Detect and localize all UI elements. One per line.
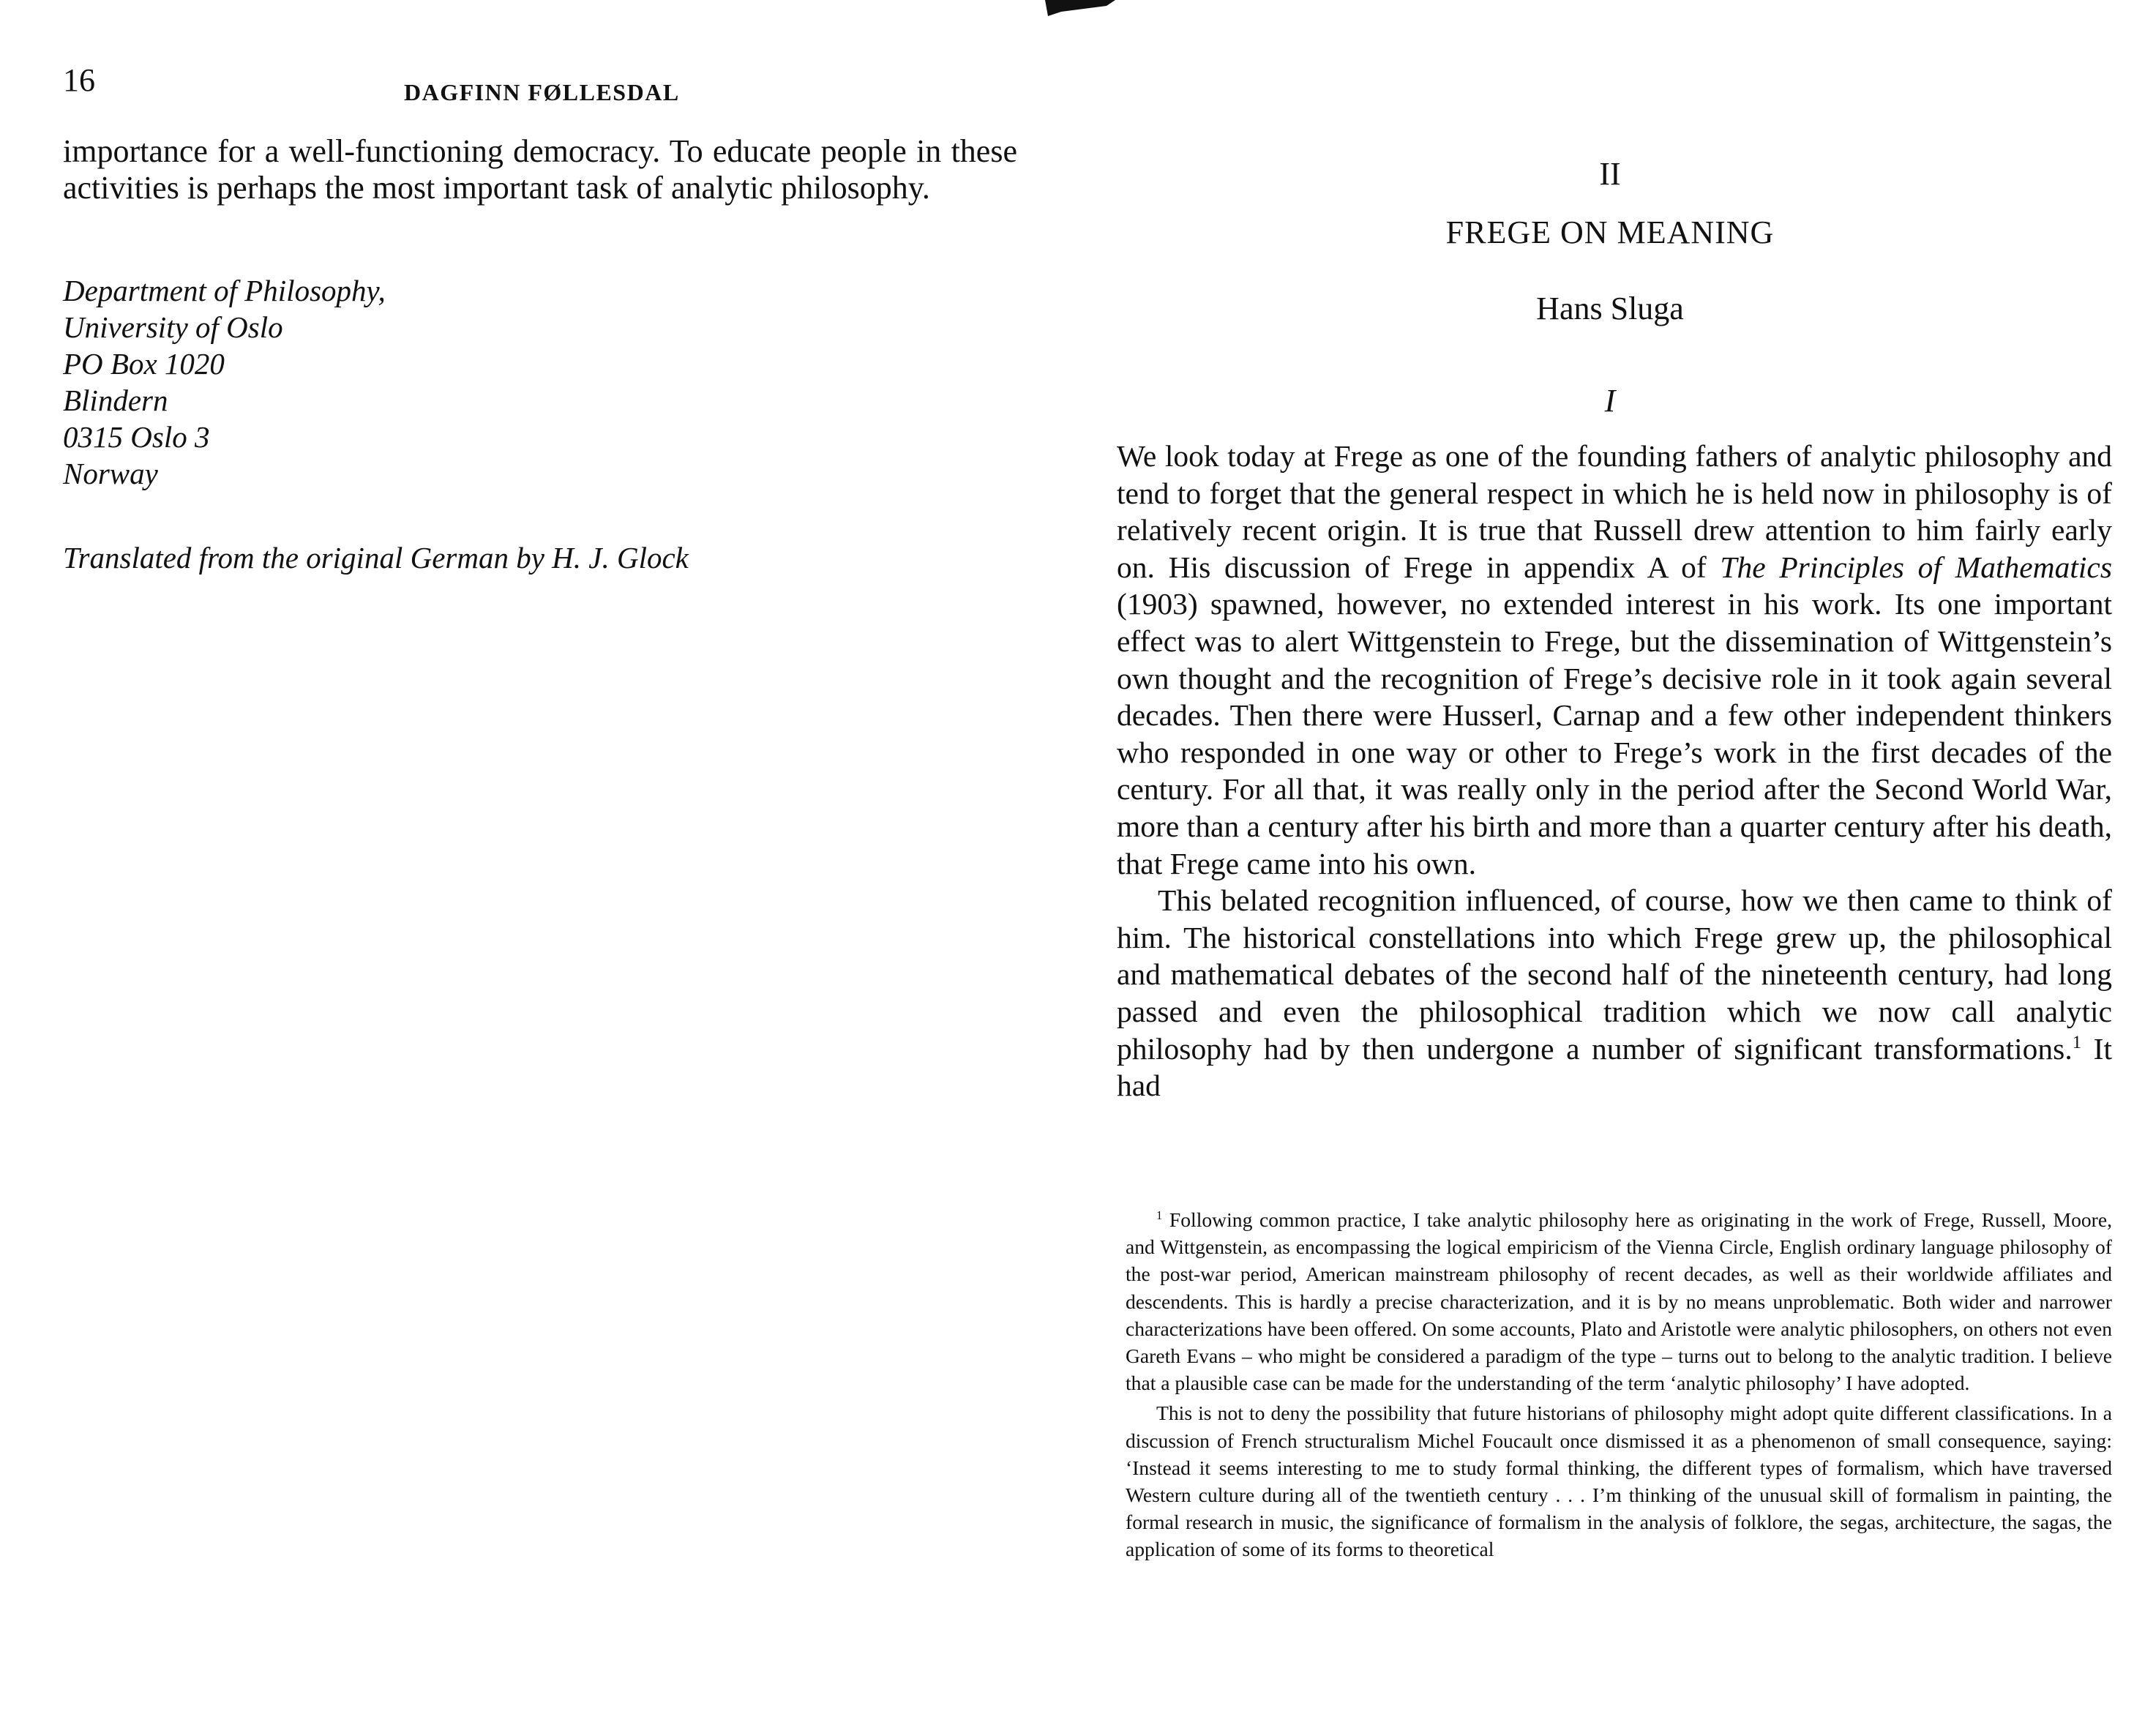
affiliation-country: Norway <box>63 457 158 490</box>
affiliation-university: University of Oslo <box>63 310 283 344</box>
footnotes <box>1126 1206 2112 1563</box>
running-head: DAGFINN FØLLESDAL <box>404 79 680 105</box>
affiliation-district: Blindern <box>63 384 168 417</box>
footnote-marker: 1 <box>1156 1208 1163 1222</box>
section-marker: I <box>1604 383 1616 419</box>
footnote-1: $^1$ Following common practice, I take analytic philosophy here as originating in the work of Frege, Russell, Moore, and Wittgenstein, as encompassing the logical empiricism of the Vienna Circle, English ordinary language philosophy of the post-war period, American mainstream philosophy of recent decades, as well as their worldwide affiliates and descendents. This is hardly a precise characterization, and it is by no means unproblematic. Both wider and narrower characterizations have been offered. On some accounts, Plato and Aristotle were analytic philosophers, on others not even Gareth Evans – who might be considered a paradigm of the type – turns out to belong to the analytic tradition. I believe that a plausible case can be made for the understanding of the term ‘analytic philosophy’ I have adopted. <box>1126 1208 2112 1395</box>
left-page <box>0 0 1054 1736</box>
footnote-1-continued: This is not to deny the possibility that future historians of philosophy might adopt quite different classifications. In a discussion of French structuralism Michel Foucault once dismissed it as a phenomenon of small consequence, saying: ‘Instead it seems interesting to me to study formal thinking, the different types of formalism, which have traversed Western culture during all of the twentieth century . . . I’m thinking of the unusual skill of formalism in painting, the formal research in music, the significance of formalism in the analysis of folklore, the segas, architecture, the sagas, the application of some of its forms to theoretical <box>1126 1402 2112 1561</box>
body-paragraph-2: This belated recognition influenced, of course, how we then came to think of him. The historical constellations into which Frege grew up, the philosophical and mathematical debates of the second half of the nineteenth century, had long passed and even the philosophical tradition which we now call analytic philosophy had by then undergone a number of significant transformations.$^1$ It had <box>1117 883 2112 1103</box>
translator-note: Translated from the original German by H. J. Glock <box>63 541 689 575</box>
chapter-title: FREGE ON MEANING <box>1445 214 1775 250</box>
affiliation-po-box: PO Box 1020 <box>63 347 225 381</box>
book-title: The Principles of Mathematics <box>1720 550 2112 584</box>
affiliation-city: 0315 Oslo 3 <box>63 420 210 454</box>
affiliation-department: Department of Philosophy, <box>63 274 386 307</box>
closing-paragraph: importance for a well-functioning democracy. To educate people in these activities is perhaps the most important task of analytic philosophy. <box>63 133 1017 206</box>
page-number: 16 <box>63 62 95 98</box>
chapter-number: II <box>1599 156 1621 192</box>
author-affiliation <box>63 272 386 492</box>
body-paragraph-1: We look today at Frege as one of the founding fathers of analytic philosophy and tend to forget that the general respect in which he is held now in philosophy is of relatively recent origin. It is true that Russell drew attention to him fairly early on. His discussion of Frege in appendix A of The Principles of Mathematics (1903) spawned, however, no extended interest in his work. Its one important effect was to alert Wittgenstein to Frege, but the dissemination of Wittgenstein’s own thought and the recognition of Frege’s decisive role in it took again several decades. Then there were Husserl, Carnap and a few other independent thinkers who responded in one way or other to Frege’s work in the first decades of the century. For all that, it was really only in the period after the Second World War, more than a century after his birth and more than a quarter century after his death, that Frege came into his own. <box>1117 439 2112 880</box>
right-page <box>1090 0 2130 1736</box>
footnote-reference: 1 <box>2072 1032 2082 1052</box>
chapter-author: Hans Sluga <box>1536 291 1684 326</box>
body-text <box>1117 438 2112 1104</box>
